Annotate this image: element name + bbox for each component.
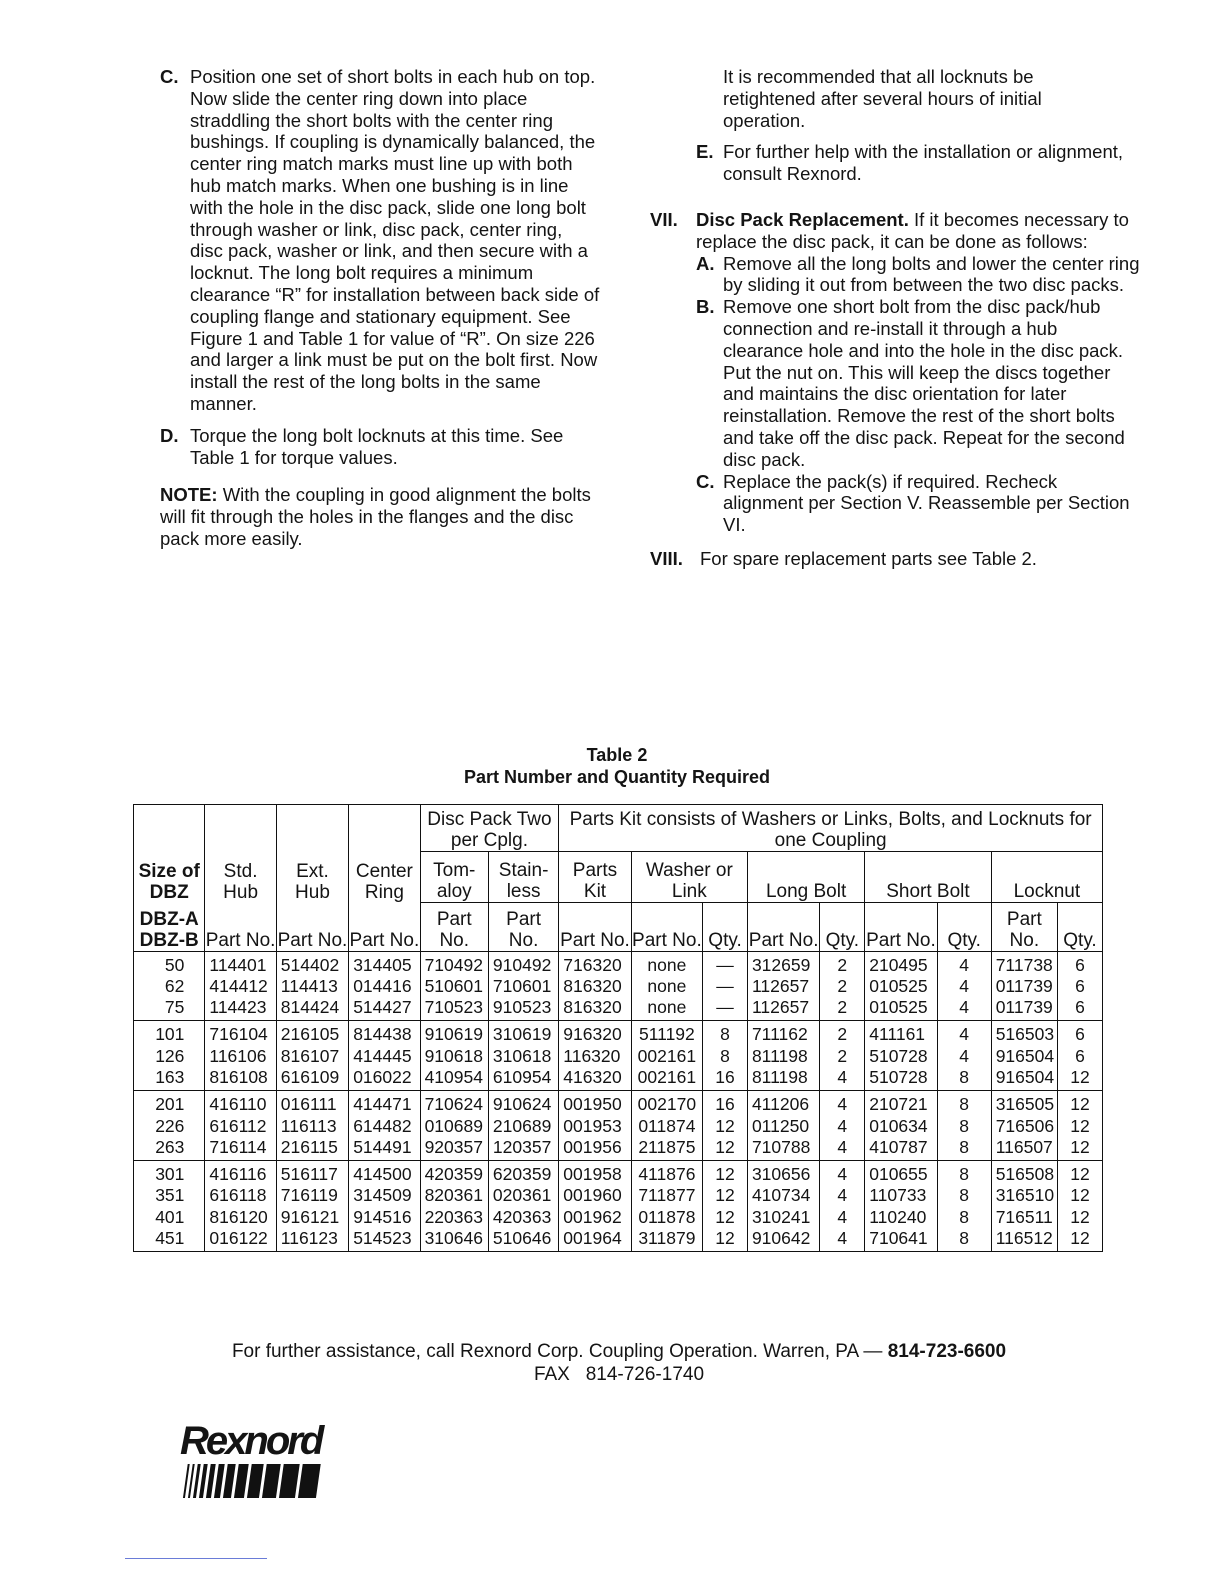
table-cell: 114423 bbox=[205, 997, 276, 1021]
table-cell: 616112 bbox=[205, 1116, 276, 1137]
table-cell: 414412 bbox=[205, 976, 276, 997]
table-cell: 001960 bbox=[559, 1185, 631, 1206]
center-ring-header: Center Ring bbox=[349, 805, 420, 903]
left-column bbox=[160, 66, 600, 550]
step-label: E. bbox=[696, 141, 714, 163]
table-cell: 001958 bbox=[559, 1161, 631, 1186]
table-cell: 416110 bbox=[205, 1091, 276, 1116]
size-cell: 226 bbox=[134, 1116, 205, 1137]
parts-kit-header: Parts Kit bbox=[559, 852, 631, 903]
step-label: B. bbox=[696, 296, 715, 318]
part-no-header: Part No. bbox=[991, 903, 1057, 952]
table-cell: 12 bbox=[1057, 1207, 1102, 1228]
table-cell: 310241 bbox=[747, 1207, 819, 1228]
long-bolt-header: Long Bolt bbox=[747, 852, 864, 903]
table-cell: 011874 bbox=[631, 1116, 702, 1137]
table-cell: 814424 bbox=[276, 997, 348, 1021]
table-cell: 916504 bbox=[991, 1067, 1057, 1091]
table-cell: 001956 bbox=[559, 1137, 631, 1161]
table-cell: 010689 bbox=[420, 1116, 488, 1137]
table-cell: 514402 bbox=[276, 951, 348, 976]
table-cell: 12 bbox=[1057, 1185, 1102, 1206]
table-cell: 2 bbox=[820, 976, 865, 997]
table-cell: 916320 bbox=[559, 1021, 631, 1046]
table-cell: 716114 bbox=[205, 1137, 276, 1161]
table-cell: 216115 bbox=[276, 1137, 348, 1161]
table-cell: 010525 bbox=[865, 997, 937, 1021]
table-cell: 4 bbox=[937, 951, 991, 976]
table-row bbox=[134, 1046, 1103, 1067]
note bbox=[160, 484, 600, 549]
table-cell: 311879 bbox=[631, 1228, 702, 1252]
table-cell: 12 bbox=[703, 1228, 748, 1252]
size-cell: 75 bbox=[134, 997, 205, 1021]
table-cell: 8 bbox=[937, 1067, 991, 1091]
table-row bbox=[134, 1137, 1103, 1161]
table-cell: 816120 bbox=[205, 1207, 276, 1228]
parts-kit-group-header: Parts Kit consists of Washers or Links, Bolts, and Locknuts for one Coupling bbox=[559, 805, 1103, 852]
table-cell: 620359 bbox=[488, 1161, 558, 1186]
table-cell: 4 bbox=[820, 1091, 865, 1116]
size-cell: 351 bbox=[134, 1185, 205, 1206]
step-d bbox=[160, 425, 600, 469]
std-hub-header: Std. Hub bbox=[205, 805, 276, 903]
continuation-text: It is recommended that all locknuts be retightened after several hours of initial operation. bbox=[723, 66, 1042, 131]
table-cell: 4 bbox=[820, 1137, 865, 1161]
section-title: Disc Pack Replacement. bbox=[696, 208, 909, 230]
table-cell: 016111 bbox=[276, 1091, 348, 1116]
table-cell: 411876 bbox=[631, 1161, 702, 1186]
table-cell: 414500 bbox=[349, 1161, 420, 1186]
table-cell: — bbox=[703, 951, 748, 976]
logo-stripes-icon bbox=[180, 1462, 350, 1500]
table-cell: 910523 bbox=[488, 997, 558, 1021]
table-cell: 411161 bbox=[865, 1021, 937, 1046]
table-cell: 414445 bbox=[349, 1046, 420, 1067]
footer-text: For further assistance, call Rexnord Corp. Coupling Operation. Warren, PA — bbox=[231, 1341, 883, 1362]
table-cell: 011250 bbox=[747, 1116, 819, 1137]
table-title: Table 2 bbox=[586, 745, 648, 765]
size-variants-header: DBZ-A DBZ-B bbox=[134, 903, 205, 952]
logo-text: Rexnord bbox=[180, 1419, 322, 1463]
table-cell: 001962 bbox=[559, 1207, 631, 1228]
table-cell: 114413 bbox=[276, 976, 348, 997]
table-cell: 516117 bbox=[276, 1161, 348, 1186]
table-cell: 410734 bbox=[747, 1185, 819, 1206]
table-cell: 116512 bbox=[991, 1228, 1057, 1252]
table-cell: 116106 bbox=[205, 1046, 276, 1067]
table-cell: 12 bbox=[703, 1137, 748, 1161]
fax-number: 814-726-1740 bbox=[585, 1364, 705, 1385]
table-cell: 514427 bbox=[349, 997, 420, 1021]
note-text: With the coupling in good alignment the bolts will fit through the holes in the flanges and the disc pack more easily. bbox=[160, 484, 591, 549]
table-cell: 4 bbox=[820, 1116, 865, 1137]
section-text: If it becomes necessary to replace the disc pack, it can be done as follows: bbox=[696, 208, 1129, 252]
stainless-header: Stain- less bbox=[488, 852, 558, 903]
table-cell: 6 bbox=[1057, 997, 1102, 1021]
part-no-header: Part No. bbox=[488, 903, 558, 952]
table-cell: none bbox=[631, 976, 702, 997]
size-cell: 50 bbox=[134, 951, 205, 976]
table-cell: 910618 bbox=[420, 1046, 488, 1067]
table-cell: — bbox=[703, 976, 748, 997]
table-cell: 211875 bbox=[631, 1137, 702, 1161]
table-cell: 316510 bbox=[991, 1185, 1057, 1206]
right-column bbox=[650, 66, 1140, 570]
table-cell: 001964 bbox=[559, 1228, 631, 1252]
table-row bbox=[134, 1207, 1103, 1228]
table-cell: 12 bbox=[1057, 1137, 1102, 1161]
table-cell: 116320 bbox=[559, 1046, 631, 1067]
table-cell: 110240 bbox=[865, 1207, 937, 1228]
step-text: Replace the pack(s) if required. Recheck alignment per Section V. Reassemble per Section VI. bbox=[723, 470, 1130, 536]
table-cell: — bbox=[703, 997, 748, 1021]
table-cell: 8 bbox=[937, 1207, 991, 1228]
table-cell: 510728 bbox=[865, 1046, 937, 1067]
size-cell: 126 bbox=[134, 1046, 205, 1067]
table-cell: 511192 bbox=[631, 1021, 702, 1046]
table-cell: 310619 bbox=[488, 1021, 558, 1046]
parts-table bbox=[133, 804, 1103, 1252]
table-cell: 614482 bbox=[349, 1116, 420, 1137]
table-cell: 210689 bbox=[488, 1116, 558, 1137]
table-cell: 12 bbox=[703, 1116, 748, 1137]
table-cell: 8 bbox=[937, 1161, 991, 1186]
table-cell: 2 bbox=[820, 951, 865, 976]
table-cell: 816107 bbox=[276, 1046, 348, 1067]
part-no-header: Part No. bbox=[420, 903, 488, 952]
table-cell: 116123 bbox=[276, 1228, 348, 1252]
table-cell: 16 bbox=[703, 1067, 748, 1091]
part-no-header: Part No. bbox=[559, 903, 631, 952]
rexnord-logo bbox=[180, 1420, 360, 1505]
size-cell: 401 bbox=[134, 1207, 205, 1228]
section-label: VII. bbox=[650, 208, 678, 230]
table-cell: 002161 bbox=[631, 1046, 702, 1067]
table-cell: 002161 bbox=[631, 1067, 702, 1091]
short-bolt-header: Short Bolt bbox=[865, 852, 991, 903]
table-cell: 011739 bbox=[991, 997, 1057, 1021]
table-cell: 316505 bbox=[991, 1091, 1057, 1116]
table-cell: 710641 bbox=[865, 1228, 937, 1252]
table-cell: 514523 bbox=[349, 1228, 420, 1252]
table-cell: 014416 bbox=[349, 976, 420, 997]
section-label: VIII. bbox=[650, 547, 683, 569]
table-cell: 6 bbox=[1057, 951, 1102, 976]
table-cell: 6 bbox=[1057, 1021, 1102, 1046]
table-cell: 710624 bbox=[420, 1091, 488, 1116]
table-cell: 011878 bbox=[631, 1207, 702, 1228]
table-cell: 711877 bbox=[631, 1185, 702, 1206]
table-cell: 420363 bbox=[488, 1207, 558, 1228]
table-cell: 711162 bbox=[747, 1021, 819, 1046]
table-cell: 2 bbox=[820, 1021, 865, 1046]
table-cell: 820361 bbox=[420, 1185, 488, 1206]
section-vii bbox=[650, 209, 1140, 253]
step-c bbox=[160, 66, 600, 415]
table-row bbox=[134, 1116, 1103, 1137]
table-cell: 516503 bbox=[991, 1021, 1057, 1046]
table-cell: 716506 bbox=[991, 1116, 1057, 1137]
table-row bbox=[134, 976, 1103, 997]
table-cell: 716511 bbox=[991, 1207, 1057, 1228]
table-cell: 610954 bbox=[488, 1067, 558, 1091]
table-body bbox=[134, 951, 1103, 1252]
disc-pack-header: Disc Pack Two per Cplg. bbox=[420, 805, 559, 852]
size-cell: 301 bbox=[134, 1161, 205, 1186]
table-cell: 416116 bbox=[205, 1161, 276, 1186]
table-cell: 716320 bbox=[559, 951, 631, 976]
table-cell: 016122 bbox=[205, 1228, 276, 1252]
size-cell: 263 bbox=[134, 1137, 205, 1161]
table-cell: 2 bbox=[820, 1046, 865, 1067]
table-cell: 510601 bbox=[420, 976, 488, 997]
qty-header: Qty. bbox=[703, 903, 748, 952]
table-cell: 616118 bbox=[205, 1185, 276, 1206]
step-text: Position one set of short bolts in each hub on top. Now slide the center ring down into place straddling the short bolts with the center ring bushings. If coupling is dynamically balanced, the center ring match marks must line up with both hub match marks. When one bushing is in line with the hole in the disc pack, slide one long bolt through washer or link, disc pack, center ring, disc pack, washer or link, and then secure with a locknut. The long bolt requires a minimum clearance “R” for installation between back side of coupling flange and stationary equipment. See Figure 1 and Table 1 for value of “R”. On size 226 and larger a link must be put on the bolt first. Now install the rest of the long bolts in the same manner. bbox=[190, 66, 600, 414]
table-row bbox=[134, 1067, 1103, 1091]
table-cell: 710788 bbox=[747, 1137, 819, 1161]
table-cell: 12 bbox=[1057, 1116, 1102, 1137]
step-a bbox=[696, 253, 1140, 297]
section-vii-steps bbox=[696, 253, 1140, 536]
table-cell: 411206 bbox=[747, 1091, 819, 1116]
table-cell: 116113 bbox=[276, 1116, 348, 1137]
table-row bbox=[134, 997, 1103, 1021]
table-cell: 916504 bbox=[991, 1046, 1057, 1067]
size-cell: 451 bbox=[134, 1228, 205, 1252]
step-label: A. bbox=[696, 252, 715, 274]
table-row bbox=[134, 1091, 1103, 1116]
table-cell: 216105 bbox=[276, 1021, 348, 1046]
table-cell: 12 bbox=[1057, 1161, 1102, 1186]
table-cell: 314405 bbox=[349, 951, 420, 976]
size-cell: 101 bbox=[134, 1021, 205, 1046]
table-cell: 16 bbox=[703, 1091, 748, 1116]
table-cell: 910642 bbox=[747, 1228, 819, 1252]
table-cell: 002170 bbox=[631, 1091, 702, 1116]
table-row bbox=[134, 1185, 1103, 1206]
table-cell: 310656 bbox=[747, 1161, 819, 1186]
table-cell: 12 bbox=[703, 1207, 748, 1228]
table-cell: 414471 bbox=[349, 1091, 420, 1116]
table-cell: 8 bbox=[937, 1137, 991, 1161]
table-cell: 4 bbox=[937, 997, 991, 1021]
table-cell: 210495 bbox=[865, 951, 937, 976]
table-row bbox=[134, 1228, 1103, 1252]
step-text: For further help with the installation or alignment, consult Rexnord. bbox=[723, 141, 1124, 185]
bottom-rule bbox=[125, 1558, 267, 1559]
table-cell: 4 bbox=[820, 1161, 865, 1186]
table-cell: 112657 bbox=[747, 976, 819, 997]
table-cell: 312659 bbox=[747, 951, 819, 976]
table-cell: 314509 bbox=[349, 1185, 420, 1206]
table-cell: 4 bbox=[820, 1185, 865, 1206]
table-cell: 010634 bbox=[865, 1116, 937, 1137]
table-cell: 4 bbox=[937, 976, 991, 997]
table-cell: 4 bbox=[937, 1046, 991, 1067]
table-cell: 816108 bbox=[205, 1067, 276, 1091]
table-row bbox=[134, 951, 1103, 976]
table-subtitle: Part Number and Quantity Required bbox=[463, 767, 771, 787]
table-cell: 516508 bbox=[991, 1161, 1057, 1186]
table-cell: 020361 bbox=[488, 1185, 558, 1206]
step-e bbox=[696, 141, 1140, 185]
table-cell: 12 bbox=[1057, 1091, 1102, 1116]
table-cell: 8 bbox=[937, 1116, 991, 1137]
table-cell: 410954 bbox=[420, 1067, 488, 1091]
table-cell: 410787 bbox=[865, 1137, 937, 1161]
table-cell: 616109 bbox=[276, 1067, 348, 1091]
table-cell: 816320 bbox=[559, 997, 631, 1021]
table-cell: 510728 bbox=[865, 1067, 937, 1091]
table-cell: 2 bbox=[820, 997, 865, 1021]
table-row bbox=[134, 1161, 1103, 1186]
table-cell: 420359 bbox=[420, 1161, 488, 1186]
table-cell: 8 bbox=[703, 1046, 748, 1067]
table-cell: 4 bbox=[820, 1067, 865, 1091]
tomaloy-header: Tom- aloy bbox=[420, 852, 488, 903]
table-cell: 12 bbox=[1057, 1067, 1102, 1091]
part-no-header: Part No. bbox=[276, 903, 348, 952]
step-label: C. bbox=[696, 470, 715, 492]
table-cell: 001953 bbox=[559, 1116, 631, 1137]
table-cell: 4 bbox=[820, 1228, 865, 1252]
table-cell: 510646 bbox=[488, 1228, 558, 1252]
qty-header: Qty. bbox=[1057, 903, 1102, 952]
table-cell: 8 bbox=[937, 1091, 991, 1116]
table-cell: 210721 bbox=[865, 1091, 937, 1116]
table-cell: 310646 bbox=[420, 1228, 488, 1252]
table-cell: 8 bbox=[937, 1228, 991, 1252]
table-cell: 910619 bbox=[420, 1021, 488, 1046]
step-text: Remove one short bolt from the disc pack/hub connection and re-install it through a hub clearance hole and into the hole in the disc pack. Put the nut on. This will keep the discs together and maintains the disc orientation for later reinstallation. Remove the rest of the short bolts and take off the disc pack. Repeat for the second disc pack. bbox=[723, 296, 1125, 470]
table-cell: 910624 bbox=[488, 1091, 558, 1116]
locknut-header: Locknut bbox=[991, 852, 1102, 903]
table-cell: 220363 bbox=[420, 1207, 488, 1228]
table-cell: 910492 bbox=[488, 951, 558, 976]
table-cell: 011739 bbox=[991, 976, 1057, 997]
table-cell: none bbox=[631, 951, 702, 976]
size-cell: 201 bbox=[134, 1091, 205, 1116]
step-c-replace bbox=[696, 471, 1140, 536]
table-cell: 710523 bbox=[420, 997, 488, 1021]
part-no-header: Part No. bbox=[747, 903, 819, 952]
section-viii bbox=[650, 548, 1140, 570]
table-cell: 716104 bbox=[205, 1021, 276, 1046]
table-cell: 710492 bbox=[420, 951, 488, 976]
footer-phone: 814-723-6600 bbox=[887, 1341, 1007, 1362]
part-no-header: Part No. bbox=[631, 903, 702, 952]
size-cell: 163 bbox=[134, 1067, 205, 1091]
table-cell: 811198 bbox=[747, 1067, 819, 1091]
fax-label: FAX bbox=[533, 1364, 570, 1385]
table-cell: 514491 bbox=[349, 1137, 420, 1161]
table-cell: 12 bbox=[703, 1161, 748, 1186]
table-cell: 816320 bbox=[559, 976, 631, 997]
table-cell: 811198 bbox=[747, 1046, 819, 1067]
table-row bbox=[134, 1021, 1103, 1046]
ext-hub-header: Ext. Hub bbox=[276, 805, 348, 903]
step-text: Torque the long bolt locknuts at this time. See Table 1 for torque values. bbox=[190, 424, 564, 468]
table-cell: 914516 bbox=[349, 1207, 420, 1228]
part-no-header: Part No. bbox=[205, 903, 276, 952]
table-cell: 016022 bbox=[349, 1067, 420, 1091]
qty-header: Qty. bbox=[937, 903, 991, 952]
table-cell: 716119 bbox=[276, 1185, 348, 1206]
step-text: Remove all the long bolts and lower the center ring by sliding it out from between the two disc packs. bbox=[723, 252, 1140, 296]
table-cell: 110733 bbox=[865, 1185, 937, 1206]
step-b bbox=[696, 296, 1140, 470]
washer-header: Washer or Link bbox=[631, 852, 747, 903]
table-cell: 916121 bbox=[276, 1207, 348, 1228]
table-cell: 112657 bbox=[747, 997, 819, 1021]
part-no-header: Part No. bbox=[865, 903, 937, 952]
table-cell: 710601 bbox=[488, 976, 558, 997]
note-label: NOTE: bbox=[160, 484, 218, 506]
table-cell: 116507 bbox=[991, 1137, 1057, 1161]
table-caption bbox=[0, 744, 1224, 788]
table-cell: 114401 bbox=[205, 951, 276, 976]
table-cell: 4 bbox=[820, 1207, 865, 1228]
table-cell: 12 bbox=[703, 1185, 748, 1206]
table-cell: 416320 bbox=[559, 1067, 631, 1091]
footer bbox=[0, 1340, 1224, 1386]
section-text: For spare replacement parts see Table 2. bbox=[700, 547, 1037, 569]
table-cell: 920357 bbox=[420, 1137, 488, 1161]
qty-header: Qty. bbox=[820, 903, 865, 952]
table-cell: 6 bbox=[1057, 1046, 1102, 1067]
table-cell: 4 bbox=[937, 1021, 991, 1046]
table-cell: 814438 bbox=[349, 1021, 420, 1046]
table-cell: 001950 bbox=[559, 1091, 631, 1116]
step-label: D. bbox=[160, 424, 179, 446]
table-cell: 711738 bbox=[991, 951, 1057, 976]
part-no-header: Part No. bbox=[349, 903, 420, 952]
table-cell: 010525 bbox=[865, 976, 937, 997]
table-cell: 6 bbox=[1057, 976, 1102, 997]
table-cell: 8 bbox=[703, 1021, 748, 1046]
table-cell: none bbox=[631, 997, 702, 1021]
size-header: Size of DBZ bbox=[134, 805, 205, 903]
table-cell: 120357 bbox=[488, 1137, 558, 1161]
table-cell: 010655 bbox=[865, 1161, 937, 1186]
step-label: C. bbox=[160, 66, 179, 87]
size-cell: 62 bbox=[134, 976, 205, 997]
table-cell: 8 bbox=[937, 1185, 991, 1206]
table-cell: 310618 bbox=[488, 1046, 558, 1067]
table-cell: 12 bbox=[1057, 1228, 1102, 1252]
